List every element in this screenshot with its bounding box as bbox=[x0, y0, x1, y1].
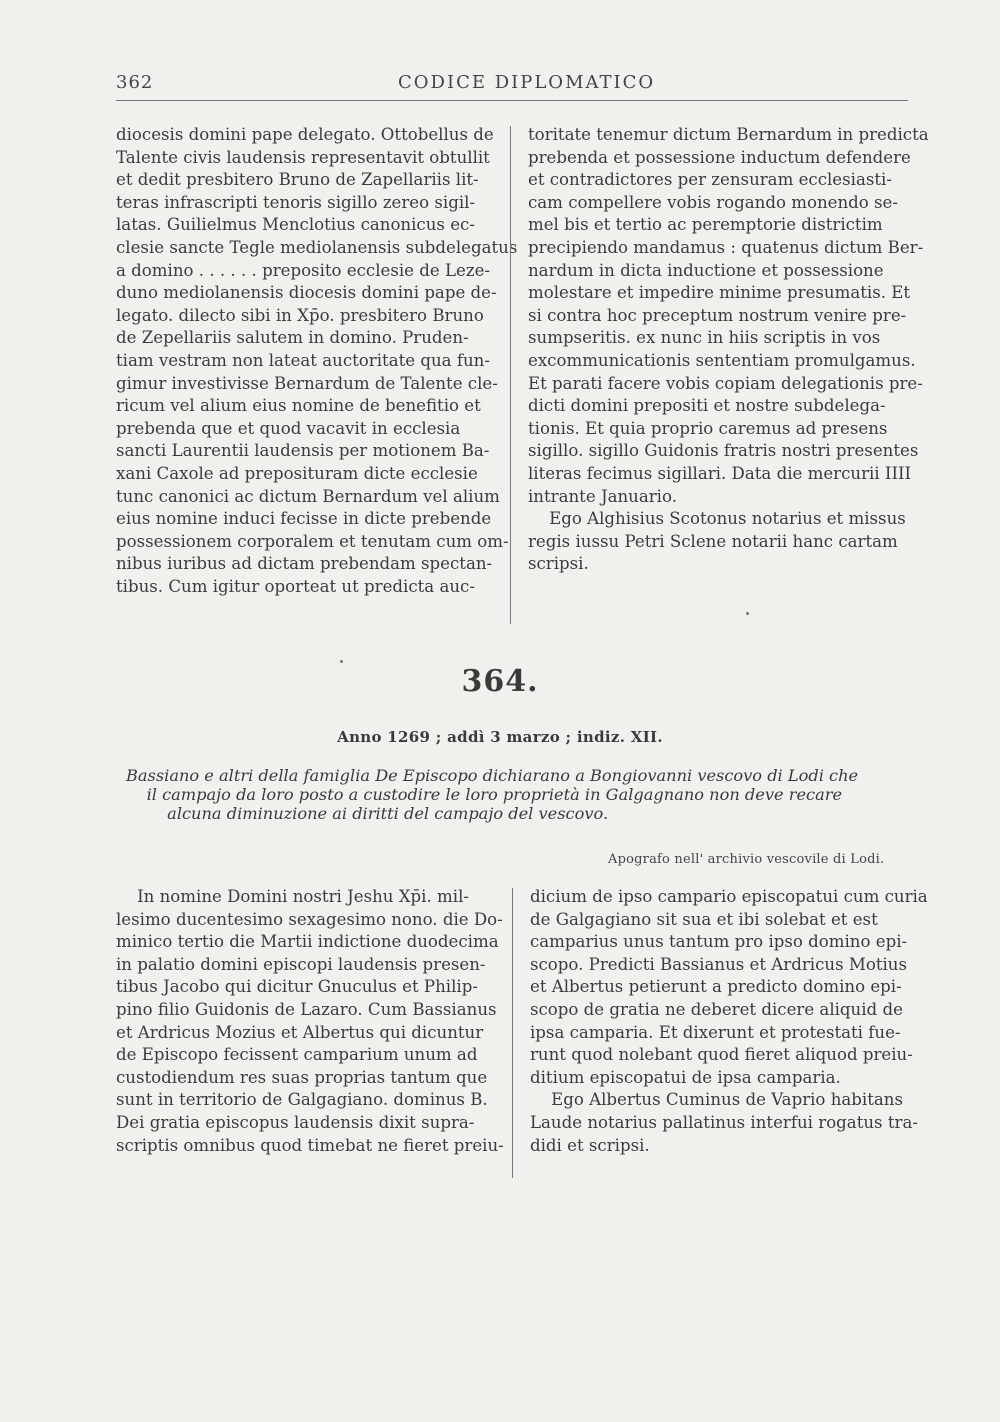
document-regest: Bassiano e altri della famiglia De Episcopo dichiarano a Bongiovanni vescovo di Lodi che il campajo da loro posto a custodire le loro proprietà in Galgagnano non deve recare alcuna diminuzione ai diritti del campajo del vescovo. bbox=[126, 766, 859, 823]
source-note: Apografo nell' archivio vescovile di Lodi. bbox=[608, 852, 885, 867]
page-number: 362 bbox=[116, 72, 154, 93]
header-rule bbox=[116, 100, 908, 101]
doc363-left-column: diocesis domini pape delegato. Ottobellus de Talente civis laudensis representavit obtullit et dedit presbitero Bruno de Zapellariis lit- teras infrascripti tenoris sigillo zereo sigil- latas. Guilielmus Menclotius canonicus ec- clesie sancte Tegle mediolanensis subdelegatus a domino . . . . . . preposito ecclesie de Leze- duno mediolanensis diocesis domini pape de- legato. dilecto sibi in Xp̄o. presbitero Bruno de Zepellariis salutem in domino. Pruden- tiam vestram non lateat auctoritate qua fun- gimur investivisse Bernardum de Talente cle- ricum vel alium eius nomine de benefitio et prebenda que et quod vacavit in ecclesia sancti Laurentii laudensis per motionem Ba- xani Caxole ad preposituram dicte ecclesie tunc canonici ac dictum Bernardum vel alium eius nomine induci fecisse in dicte prebende possessionem corporalem et tenutam cum om- nibus iuribus ad dictam prebendam spectan- tibus. Cum igitur oporteat ut predicta auc- bbox=[116, 125, 518, 596]
document-number: 364. bbox=[461, 664, 539, 699]
ink-speck bbox=[340, 660, 343, 663]
doc364-left-column: In nomine Domini nostri Jeshu Xp̄i. mil- lesimo ducentesimo sexagesimo nono. die Do- minico tertio die Martii indictione duodecima in palatio domini episcopi laudensis presen- tibus Jacobo qui dicitur Gnuculus et Philip- pino filio Guidonis de Lazaro. Cum Bassianus et Ardricus Mozius et Albertus qui dicuntur de Episcopo fecissent camparium unum ad custodiendum res suas proprias tantum que sunt in territorio de Galgagiano. dominus B. Dei gratia episcopus laudensis dixit supra- scriptis omnibus quod timebat ne fieret preiu- bbox=[116, 887, 504, 1155]
document-date: Anno 1269 ; addì 3 marzo ; indiz. XII. bbox=[337, 728, 663, 746]
running-head bbox=[0, 70, 1000, 100]
running-title: CODICE DIPLOMATICO bbox=[398, 72, 656, 93]
column-separator-top bbox=[510, 126, 511, 624]
ink-speck bbox=[746, 612, 749, 615]
doc363-right-column: toritate tenemur dictum Bernardum in predicta prebenda et possessione inductum defendere et contradictores per zensuram ecclesiasti- cam compellere vobis rogando monendo se- mel bis et tertio ac peremptorie districtim precipiendo mandamus : quatenus dictum Ber- nardum in dicta inductione et possessione molestare et impedire minime presumatis. Et si contra hoc preceptum nostrum venire pre- sumpseritis. ex nunc in hiis scriptis in vos excommunicationis sententiam promulgamus. Et parati facere vobis copiam delegationis pre- dicti domini prepositi et nostre subdelega- tionis. Et quia proprio caremus ad presens sigillo. sigillo Guidonis fratris nostri presentes literas fecimus sigillari. Data die mercurii IIII intrante Januario. Ego Alghisius Scotonus notarius et missus regis iussu Petri Sclene notarii hanc cartam scripsi. bbox=[528, 125, 929, 574]
doc364-right-column: dicium de ipso campario episcopatui cum curia de Galgagiano sit sua et ibi solebat et est camparius unus tantum pro ipso domino epi- scopo. Predicti Bassianus et Ardricus Motius et Albertus petierunt a predicto domino epi- scopo de gratia ne deberet dicere aliquid de ipsa camparia. Et dixerunt et protestati fue- runt quod nolebant quod fieret aliquod preiu- ditium episcopatui de ipsa camparia. Ego Albertus Cuminus de Vaprio habitans Laude notarius pallatinus interfui rogatus tra- didi et scripsi. bbox=[530, 887, 928, 1155]
column-separator-bottom bbox=[512, 888, 513, 1178]
